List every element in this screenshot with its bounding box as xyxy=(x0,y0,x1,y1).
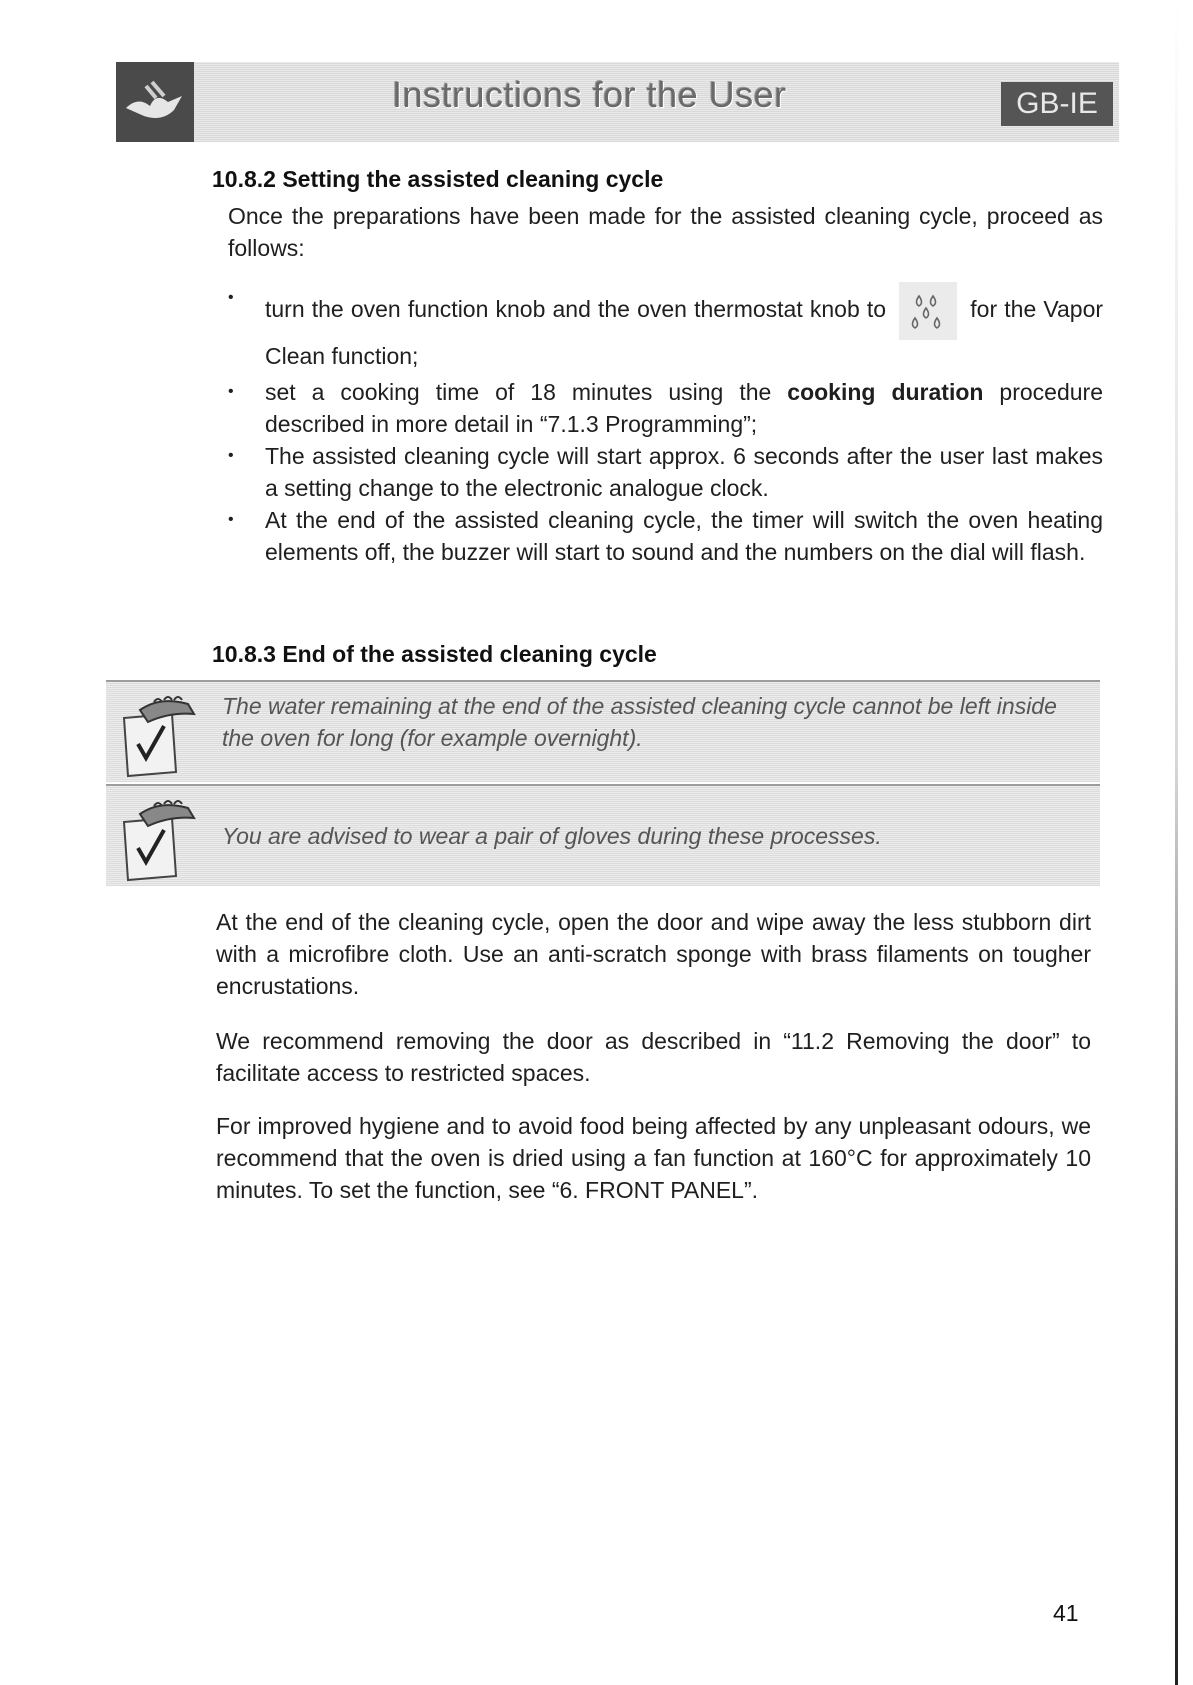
hygiene-paragraph: For improved hygiene and to avoid food being affected by any unpleasant odours, we recommend that the oven is dried using a fan function at 160°C for approximately 10 minutes. To set the function, see “6. FRONT PANEL”. xyxy=(216,1113,1091,1203)
page-number: 41 xyxy=(1053,1600,1079,1626)
step1-text-end: for the Vapor Clean function; xyxy=(265,296,1104,369)
door-paragraph: We recommend removing the door as described in “11.2 Removing the door” to facilitate access to restricted spaces. xyxy=(216,1028,1091,1086)
header-title: Instructions for the User xyxy=(392,74,787,115)
scan-edge xyxy=(1175,0,1178,1685)
note-hand-pen-icon xyxy=(110,688,206,778)
step2-text-end: procedure described in more detail in “7.1.3 Programming”; xyxy=(265,379,1103,437)
vapor-clean-drops-icon xyxy=(899,282,957,340)
oven-steam-logo-icon xyxy=(116,62,194,142)
section-heading-1083: 10.8.3 End of the assisted cleaning cycle xyxy=(212,641,657,667)
list-item xyxy=(228,282,1103,372)
cleaning-paragraph: At the end of the cleaning cycle, open the door and wipe away the less stubborn dirt with a microfibre cloth. Use an anti-scratch sponge with brass filaments on tougher encrustations. xyxy=(216,909,1091,999)
gloves-note xyxy=(106,784,1100,886)
note-text: You are advised to wear a pair of gloves during these processes. xyxy=(222,823,882,849)
section-heading-1082: 10.8.2 Setting the assisted cleaning cycle xyxy=(212,166,664,192)
step2-text-start: set a cooking time of 18 minutes using the xyxy=(265,379,772,405)
note-hand-pen-icon xyxy=(110,792,206,882)
intro-paragraph: Once the preparations have been made for the assisted cleaning cycle, proceed as follows: xyxy=(228,203,1103,261)
step1-text-start: turn the oven function knob and the oven thermostat knob to xyxy=(265,296,887,323)
steps-list xyxy=(228,282,1103,568)
language-badge: GB-IE xyxy=(1001,82,1113,126)
warning-note xyxy=(106,680,1100,782)
list-item: • At the end of the assisted cleaning cycle, the timer will switch the oven heating elements off, the buzzer will start to sound and the numbers on the dial will flash. xyxy=(228,504,1103,568)
step2-bold-term: cooking duration xyxy=(787,379,984,405)
list-item: • The assisted cleaning cycle will start approx. 6 seconds after the user last makes a setting change to the electronic analogue clock. xyxy=(228,440,1103,504)
note-text: The water remaining at the end of the assisted cleaning cycle cannot be left inside the oven for long (for example overnight). xyxy=(222,693,1057,751)
list-item xyxy=(228,376,1103,440)
